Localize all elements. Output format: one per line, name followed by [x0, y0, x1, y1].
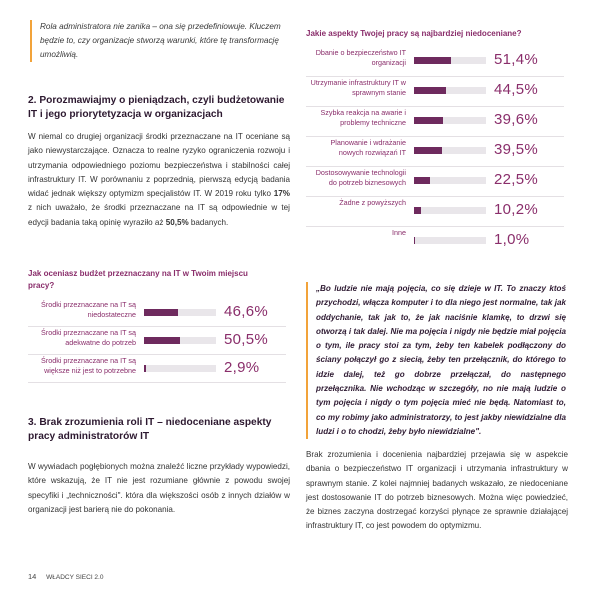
bar-label: Środki przeznaczane na IT są większe niż jest to potrzebne: [41, 356, 136, 375]
pull-quote: Rola administratora nie zanika – ona się przedefiniowuje. Kluczem będzie to, czy organizacje stworzą warunki, które tę transformację umożliwią.: [30, 20, 290, 62]
bar-label: Środki przeznaczane na IT są adekwatne do potrzeb: [41, 328, 136, 347]
bar: [414, 177, 430, 184]
row-separator: [28, 382, 286, 383]
bar-track: [144, 309, 216, 316]
aspects-chart: [306, 48, 568, 288]
budget-chart: [28, 300, 290, 410]
section-2-body-text-a: W niemal co drugiej organizacji środki przeznaczane na IT oceniane są jako niewystarczające. Oznacza to realne ryzyko ograniczenia rozwoju i utrzymania odpowiedniego poziomu bezpieczeństwa i stabilności całej infrastruktury IT. W porównaniu z poprzednią, pierwszą edycją badania widać jednak większy optymizm specjalistów IT. W 2019 roku tylko: [28, 132, 290, 199]
bar-value-label: 22,5%: [494, 171, 539, 188]
row-separator: [306, 136, 564, 137]
bar-track: [414, 87, 486, 94]
section-2-body-text-c: badanych.: [188, 217, 229, 227]
page-footer: [28, 572, 103, 581]
stat-current: 50,5%: [165, 217, 189, 227]
section-2-heading: 2. Porozmawiajmy o pieniądzach, czyli budżetowanie IT i jego priorytetyzacja w organizacjach: [28, 95, 285, 120]
interview-quote: „Bo ludzie nie mają pojęcia, co się dzieje w IT. To znaczy ktoś przychodzi, włącza komputer i to dla niego jest normalne, tak jak oddychanie, tak jak to, że jak naciśnie klamkę, to drzwi się otworzą i tak dalej. Nie ma pojęcia i nigdy nie będzie miał pojęcia o tym, ile pracy stoi za tym, żeby ten kabelek podłączony do ściany połączył go z siecią, żeby ten przełącznik, do którego to idzie dalej, też go dobrze przełączał, do następnego przełącznika. Nie wchodząc w szczegóły, no nie mają ludzie o tym pojęcia i nigdy o tym pojęcia mieć nie będą. Natomiast to, co my robimy jako administratorzy, to jest jakby niewidzialne dla ludzi i o to chodzi, żeby było niewidzialne".: [306, 282, 566, 439]
bar-track: [414, 237, 486, 244]
section-3-body: W wywiadach pogłębionych można znaleźć liczne przykłady wypowiedzi, które wskazują, że IT nie jest rozumiane głównie z powodu swojej specyfiki i „techniczności". która dla większości osób z innych działów w organizacji jest barierą nie do pokonania.: [28, 462, 290, 514]
bar: [414, 237, 415, 244]
bar-value-label: 39,5%: [494, 141, 539, 158]
row-separator: [306, 196, 564, 197]
row-separator: [28, 354, 286, 355]
bar-value-label: 39,6%: [494, 111, 539, 128]
bar-value-label: 51,4%: [494, 51, 539, 68]
bar-label: Planowanie i wdrażanie nowych rozwiązań IT: [330, 138, 406, 157]
bar: [414, 147, 442, 154]
bar: [144, 365, 146, 372]
bar: [414, 207, 421, 214]
left-column: [28, 20, 290, 514]
bar-value-label: 44,5%: [494, 81, 539, 98]
section-2-body: [28, 130, 290, 230]
right-body: Brak zrozumienia i docenienia najbardziej przejawia się w aspekcie dbania o bezpieczeństwo IT organizacji i utrzymania infrastruktury w sprawnym stanie. Z kolei najmniej badanych wskazało, ze niedoceniane jest dostosowanie IT do potrzeb biznesowych. Można więc powiedzieć, że biznes zaczyna dostrzegać korzyści płynące ze sprawnie działającej infrastruktury IT, co jest powodem do optymizmu.: [306, 450, 568, 531]
bar-label: Środki przeznaczane na IT są niedostateczne: [41, 300, 136, 319]
bar-label: Inne: [392, 228, 406, 237]
bar-value-label: 46,6%: [224, 303, 269, 320]
bar-track: [414, 177, 486, 184]
row-separator: [306, 106, 564, 107]
row-separator: [306, 76, 564, 77]
row-separator: [28, 326, 286, 327]
bar: [144, 309, 178, 316]
bar-track: [414, 147, 486, 154]
bar-track: [414, 207, 486, 214]
bar: [414, 57, 451, 64]
bar-value-label: 1,0%: [494, 231, 530, 248]
aspects-chart-title: Jakie aspekty Twojej pracy są najbardziej niedoceniane?: [306, 29, 522, 38]
row-separator: [306, 166, 564, 167]
bar-track: [414, 117, 486, 124]
bar-value-label: 50,5%: [224, 331, 269, 348]
row-separator: [306, 226, 564, 227]
stat-2019: 17%: [273, 189, 290, 199]
bar-label: Szybka reakcja na awarie i problemy techniczne: [320, 108, 406, 127]
page-number: 14: [28, 572, 37, 581]
bar-label: Utrzymanie infrastruktury IT w sprawnym stanie: [310, 78, 406, 97]
budget-chart-title: Jak oceniasz budżet przeznaczany na IT w Twoim miejscu pracy?: [28, 269, 248, 290]
section-2-body-text-b: z nich uważało, że środki przeznaczane na IT są odpowiednie w tej edycji badania taką opinię wyraziło aż: [28, 203, 290, 227]
bar-label: Dbanie o bezpieczeństwo IT organizacji: [315, 48, 406, 67]
bar: [414, 117, 443, 124]
bar: [414, 87, 446, 94]
publication-name: WŁADCY SIECI 2.0: [46, 574, 104, 581]
bar-track: [414, 57, 486, 64]
section-3-heading: 3. Brak zrozumienia roli IT – niedoceniane aspekty pracy administratorów IT: [28, 417, 272, 442]
bar-value-label: 10,2%: [494, 201, 539, 218]
bar-label: Dostosowywanie technologii do potrzeb biznesowych: [315, 168, 406, 187]
bar-label: Żadne z powyższych: [339, 198, 406, 207]
bar-track: [144, 365, 216, 372]
bar-value-label: 2,9%: [224, 359, 260, 376]
bar-track: [144, 337, 216, 344]
bar: [144, 337, 180, 344]
